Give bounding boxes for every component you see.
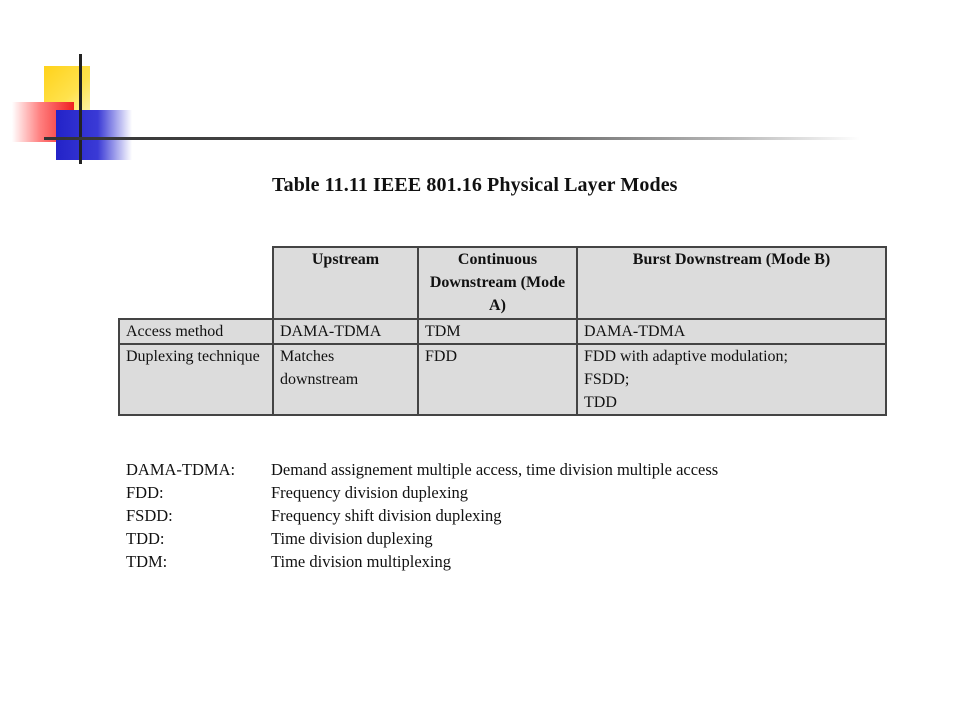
legend-abbreviation: TDM: <box>126 552 168 571</box>
table-header-row <box>119 247 886 319</box>
legend-abbreviation: FDD: <box>126 483 164 502</box>
legend-abbreviation: TDD: <box>126 529 165 548</box>
header-cell-upstream: Upstream <box>273 247 418 319</box>
header-cell-empty <box>119 247 273 319</box>
table-title: Table 11.11 IEEE 801.16 Physical Layer Modes <box>272 174 678 196</box>
legend-abbreviation: FSDD: <box>126 506 173 525</box>
legend-abbreviation: DAMA-TDMA: <box>126 460 236 479</box>
physical-layer-modes-table <box>118 246 887 416</box>
header-cell-continuous-downstream: Continuous Downstream (Mode A) <box>418 247 577 319</box>
row-label: Access method <box>119 319 273 344</box>
legend-definition: Time division multiplexing <box>271 552 451 571</box>
cell-continuous: TDM <box>418 319 577 344</box>
legend-definition: Frequency shift division duplexing <box>271 506 502 525</box>
row-label: Duplexing technique <box>119 344 273 415</box>
logo-square-blue <box>56 110 132 160</box>
cell-burst: FDD with adaptive modulation; FSDD; TDD <box>577 344 886 415</box>
cell-continuous: FDD <box>418 344 577 415</box>
cell-upstream: Matches downstream <box>273 344 418 415</box>
legend-definition: Frequency division duplexing <box>271 483 469 502</box>
header-cell-burst-downstream: Burst Downstream (Mode B) <box>577 247 886 319</box>
legend-item <box>126 481 718 504</box>
table-row-access-method <box>119 319 886 344</box>
legend-item <box>126 504 718 527</box>
abbreviation-legend <box>126 458 718 573</box>
logo-vertical-rule <box>79 54 82 164</box>
header-horizontal-rule <box>44 137 860 140</box>
cell-burst: DAMA-TDMA <box>577 319 886 344</box>
legend-definition: Time division duplexing <box>271 529 433 548</box>
legend-definition: Demand assignement multiple access, time division multiple access <box>271 460 719 479</box>
legend-item <box>126 458 718 481</box>
legend-item <box>126 527 718 550</box>
cell-upstream: DAMA-TDMA <box>273 319 418 344</box>
legend-item <box>126 550 718 573</box>
table-row-duplexing-technique <box>119 344 886 415</box>
